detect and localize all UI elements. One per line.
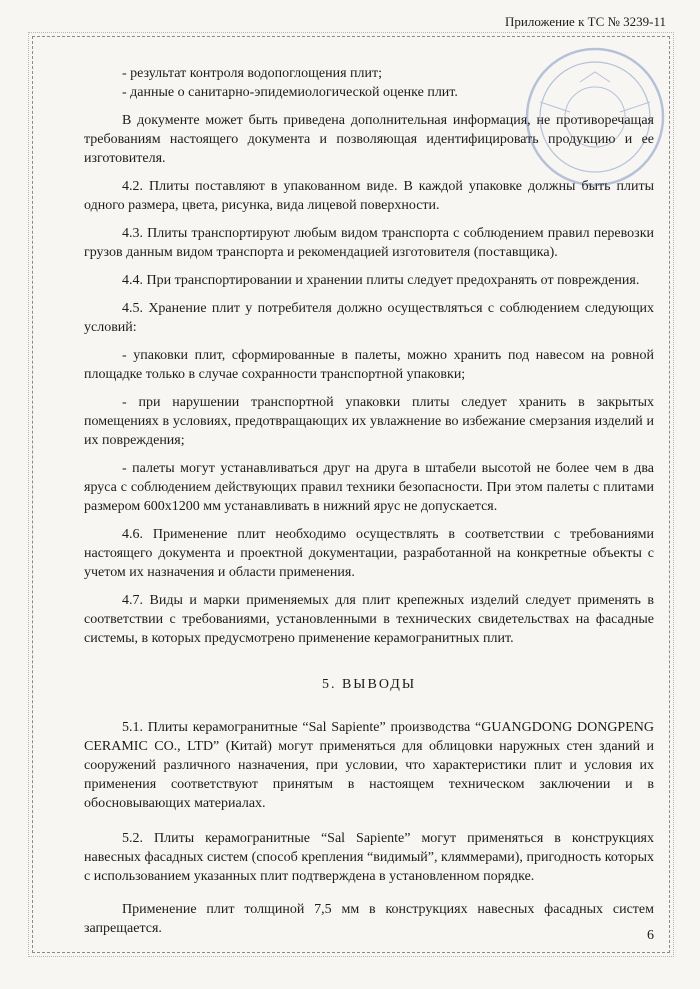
paragraph-4-3: 4.3. Плиты транспортируют любым видом транспорта с соблюдением правил перевозки грузов данным видом транспорта и рекомендацией изготовителя (поставщика).	[84, 226, 654, 260]
storage-condition-1: - упаковки плит, сформированные в палеты, можно хранить под навесом на ровной площадке только в случае сохранности транспортной упаковки;	[84, 348, 654, 382]
bullet-sanitary: - данные о санитарно-эпидемиологической оценке плит.	[122, 85, 458, 100]
paragraph-4-4: 4.4. При транспортировании и хранении плиты следует предохранять от повреждения.	[122, 273, 640, 288]
section-title: 5. ВЫВОДЫ	[321, 677, 417, 692]
bullet-water-absorption: - результат контроля водопоглощения плит;	[122, 66, 383, 81]
document-body	[84, 64, 654, 938]
paragraph-4-7: 4.7. Виды и марки применяемых для плит крепежных изделий следует применять в соответствии с требованиями, установленными в технических свидетельствах на фасадные системы, в которых предусмотрено применение керамогранитных плит.	[84, 593, 654, 646]
paragraph-4-2: 4.2. Плиты поставляют в упакованном виде. В каждой упаковке должны быть плиты одного размера, цвета, рисунка, вида лицевой поверхности.	[84, 179, 654, 213]
page-number: 6	[647, 928, 654, 943]
prohibition-paragraph: Применение плит толщиной 7,5 мм в конструкциях навесных фасадных систем запрещается.	[84, 902, 654, 936]
storage-condition-2: - при нарушении транспортной упаковки плиты следует хранить в закрытых помещениях в условиях, предотвращающих их увлажнение во избежание смерзания изделий и их повреждения;	[84, 395, 654, 448]
paragraph-4-5: 4.5. Хранение плит у потребителя должно осуществляться с соблюдением следующих условий:	[84, 301, 654, 335]
additional-info-paragraph: В документе может быть приведена дополнительная информация, не противоречащая требованиям настоящего документа и позволяющая идентифицировать продукцию и ее изготовителя.	[84, 113, 654, 166]
storage-condition-3: - палеты могут устанавливаться друг на друга в штабели высотой не более чем в два яруса с соблюдением действующих правил техники безопасности. При этом палеты с плитами размером 600х1200 мм устанавливать в нижний ярус не допускается.	[84, 461, 654, 514]
paragraph-5-1: 5.1. Плиты керамогранитные “Sal Sapiente” производства “GUANGDONG DONGPENG CERAMIC CO., LTD” (Китай) могут применяться для облицовки наружных стен зданий и сооружений различного назначения, при условии, что характеристики плит и условия их применения соответствуют принятым в настоящем техническом заключении и в обосновывающих материалах.	[84, 720, 654, 811]
appendix-reference: Приложение к ТС № 3239-11	[505, 14, 666, 29]
paragraph-4-6: 4.6. Применение плит необходимо осуществлять в соответствии с требованиями настоящего документа и проектной документации, разработанной на конкретные объекты с учетом их назначения и области применения.	[84, 527, 654, 580]
paragraph-5-2: 5.2. Плиты керамогранитные “Sal Sapiente” могут применяться в конструкциях навесных фасадных систем (способ крепления “видимый”, кляммерами), пригодность которых с использованием указанных плит подтверждена в установленном порядке.	[84, 831, 654, 884]
